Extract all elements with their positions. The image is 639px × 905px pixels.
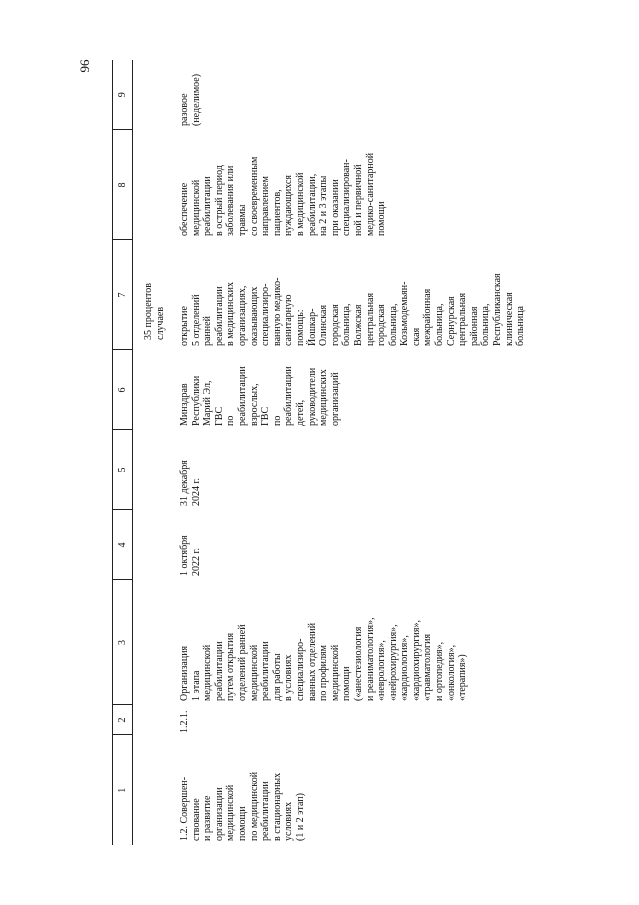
cell-responsible: Минздрав Республики Марий Эл, ГВС по реабилитации взрослых, ГВС по реабилитации детей, руководители медицинских организаций: [179, 366, 341, 426]
cell-indicator: обеспечение медицинской реабилитации в острый период заболевания или травмы со своевременным направлением пациентов, нуждающихся в медицинской реабилитации, на 2 и 3 этапы при оказании специализирован- ной и первичной медико-санитарной помощи: [179, 152, 388, 236]
col-number-7: 7: [113, 240, 133, 350]
col-number-4: 4: [113, 510, 133, 580]
cell-direction: 1.2. Совершен- ствование и развитие организации медицинской помощи по медицинской реабилитации в стационарных условиях (1 и 2 этап): [179, 771, 306, 841]
col-number-6: 6: [113, 350, 133, 430]
col-number-8: 8: [113, 130, 133, 240]
plan-table: [112, 60, 527, 845]
col-number-1: 1: [113, 735, 133, 845]
col-number-3: 3: [113, 580, 133, 705]
rotated-table-sheet: [112, 60, 592, 845]
col-number-5: 5: [113, 430, 133, 510]
cell-periodicity: разовое (неделимое): [179, 73, 202, 126]
cell-end-date: 31 декабря 2024 г.: [179, 460, 202, 506]
column-number-row: [113, 60, 133, 845]
table-row: [133, 60, 527, 845]
col-number-9: 9: [113, 60, 133, 130]
note-above-column-7: 35 процентов случаев: [143, 283, 166, 340]
cell-item-number: 1.2.1.: [179, 710, 190, 733]
page-number: 96: [77, 59, 92, 73]
col-number-2: 2: [113, 705, 133, 735]
cell-expected-result: открытие 5 отделений ранней реабилитации в медицинских организациях, оказывающих специализиро- ванную медико- санитарную помощь: Йошкар- Олинская городская больница, Волжская центральная городская больница, Козьмодемьян- ская межрайонная больница, Сернурская центральная районная больница, Республиканская клиническая больница: [179, 273, 527, 346]
cell-activity: Организация 1 этапа медицинской реабилитации путем открытия отделений ранней медицинской реабилитации для работы в условиях специализиро- ванных отделений по профилям медицинской помощи («анестезиология и реаниматология», «неврология», «нейрохирургия», «кардиология», «кардиохирургия», «травматология и ортопедия», «онкология», «терапия»): [179, 617, 469, 701]
cell-start-date: 1 октября 2022 г.: [179, 535, 202, 576]
